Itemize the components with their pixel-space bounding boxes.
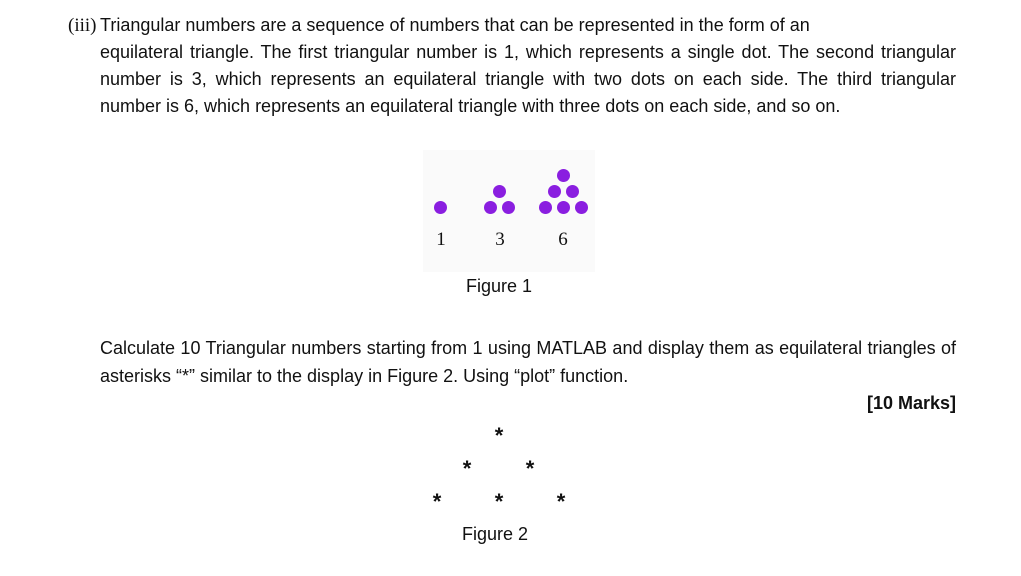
figure1-number-1: 1	[436, 229, 446, 250]
task-paragraph: Calculate 10 Triangular numbers starting from 1 using MATLAB and display them as equilateral triangles of asterisks “*” similar to the display in Figure 2. Using “plot” function.	[100, 338, 956, 386]
figure2-caption: Figure 2	[461, 524, 529, 544]
marks-label: [10 Marks]	[866, 393, 956, 413]
asterisk-r3-2: *	[494, 489, 504, 514]
asterisk-r3-3: *	[556, 489, 566, 514]
dot-t6-4	[539, 201, 552, 214]
paragraph-first-line: Triangular numbers are a sequence of numbers that can be represented in the form of an	[100, 15, 810, 35]
dot-t6-3	[566, 185, 579, 198]
asterisk-r3-1: *	[432, 489, 442, 514]
dot-t3-1	[493, 185, 506, 198]
asterisk-r2-2: *	[525, 456, 535, 481]
asterisk-r2-1: *	[462, 456, 472, 481]
figure1-caption: Figure 1	[465, 276, 533, 296]
question-paragraph	[100, 12, 956, 120]
dot-t6-5	[557, 201, 570, 214]
dot-t6-1	[557, 169, 570, 182]
dot-t6-6	[575, 201, 588, 214]
figure1-number-6: 6	[558, 229, 568, 250]
paragraph-continuation: equilateral triangle. The first triangular number is 1, which represents a single dot. The second triangular number is 3, which represents an equilateral triangle with two dots on each side. The third triangular number is 6, which represents an equilateral triangle with three dots on each side, and so on.	[100, 42, 956, 116]
dot-t6-2	[548, 185, 561, 198]
question-label: (iii)	[68, 15, 97, 36]
dot-t3-2	[484, 201, 497, 214]
figure1-number-3: 3	[495, 229, 505, 250]
dot-t1-1	[434, 201, 447, 214]
asterisk-r1-1: *	[494, 423, 504, 448]
dot-t3-3	[502, 201, 515, 214]
